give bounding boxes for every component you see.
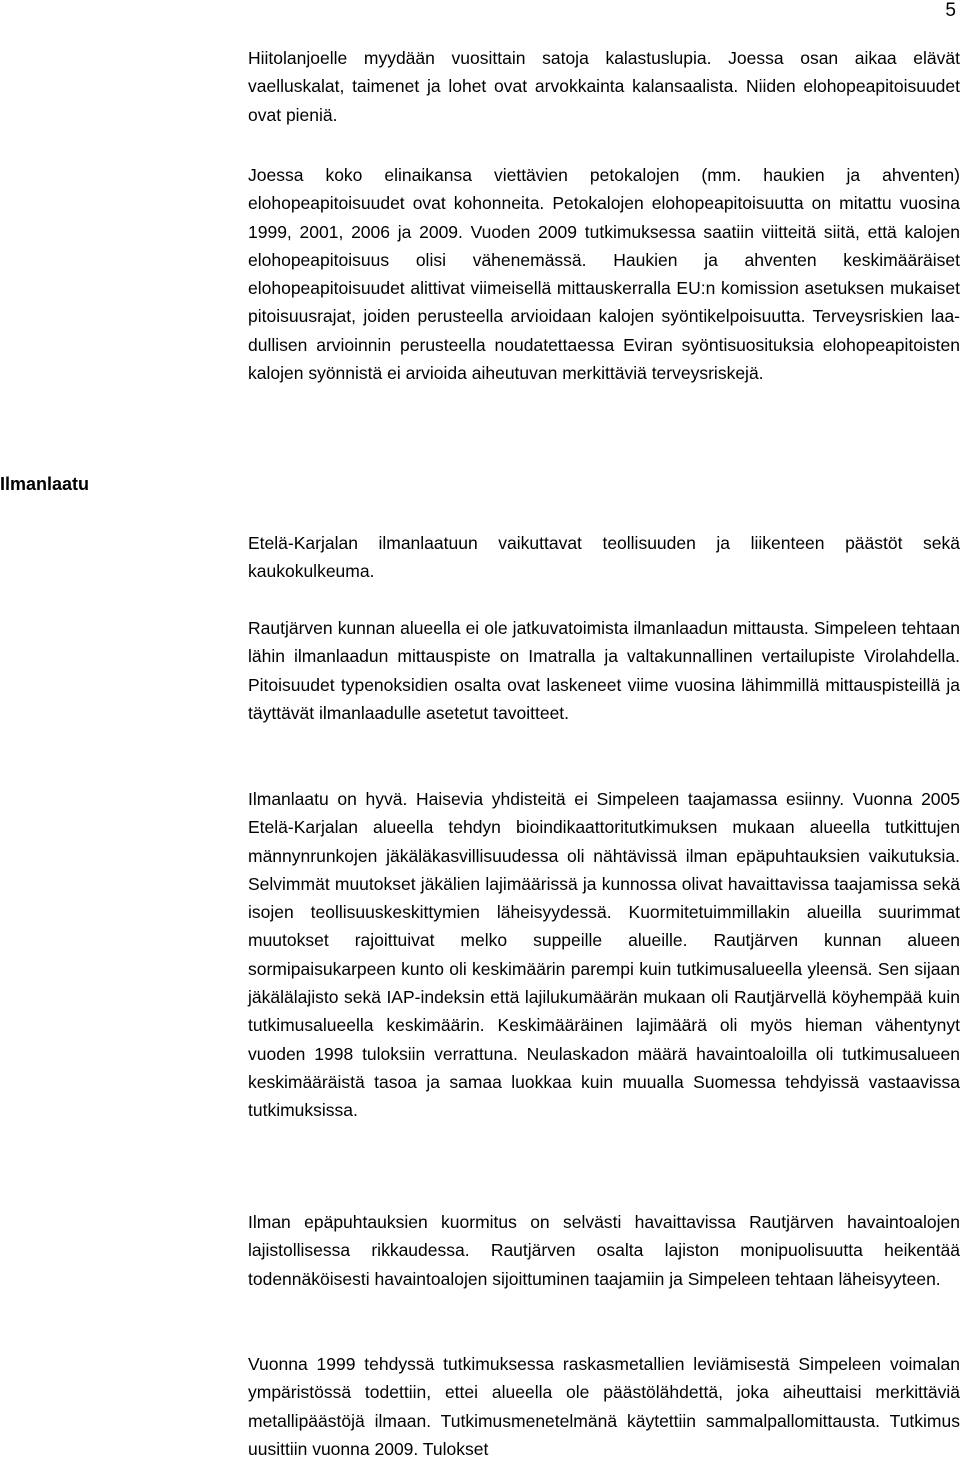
paragraph-measurement-points: Rautjärven kunnan alueella ei ole jatkuvatoimista ilmanlaadun mittausta. Simpeleen tehtaan lähin ilmanlaadun mittauspiste on Imatralla ja valtakunnallinen vertailupiste Virolahdella. Pitoisuudet typenoksidien osalta ovat laskeneet viime vuosina lähimmillä mittauspisteillä ja täyttävät ilmanlaadulle asetetut tavoitteet. [248,618,960,723]
paragraph-air-quality-intro: Etelä-Karjalan ilmanlaatuun vaikuttavat teollisuuden ja liikenteen päästöt sekä kaukokulkeuma. [248,533,960,582]
paragraph-bioindicator-study: Ilmanlaatu on hyvä. Haisevia yhdisteitä ei Simpeleen taajamassa esiinny. Vuonna 2005 Etelä-Karjalan alueella tehdyn bioindikaattoritutkimuksen mukaan alueella tutkittujen männynrunkojen jäkäläkasvillisuudessa oli nähtävissä ilman epäpuhtauksien vaikutuksia. Selvimmät muutokset jäkälien lajimäärissä ja kunnossa olivat havaittavissa taajamissa sekä isojen teollisuuskeskittymien läheisyydessä. Kuormitetuimmillakin alueilla suurimmat muutokset rajoittuivat melko suppeille alueille. Rautjärven kunnan alueen sormipaisukarpeen kunto oli keskimäärin parempi kuin tutkimusalueella yleensä. Sen sijaan jäkälälajisto sekä IAP-indeksin että lajilukumäärän mukaan oli Rautjärvellä köyhempää kuin tutkimusalueella keskimäärin. Keskimääräinen lajimäärä oli myös hieman vähentynyt vuoden 1998 tuloksiin verrattuna. Neulaskadon määrä havaintoaloilla oli tutkimusalueen keskimääräistä tasoa ja samaa luokkaa kuin muualla Suomessa tehdyissä vastaavissa tutkimuksissa. [248,789,960,1121]
paragraph-heavy-metals-study: Vuonna 1999 tehdyssä tutkimuksessa raskasmetallien leviämisestä Simpeleen voimalan ympäristössä todettiin, ettei alueella ole päästölähdettä, joka aiheuttaisi merkittäviä metallipäästöjä ilmaan. Tutkimusmenetelmänä käytettiin sammalpallomittausta. Tutkimus uusittiin vuonna 2009. Tulokset [248,1354,960,1459]
section-heading-ilmanlaatu: Ilmanlaatu [0,474,90,494]
page-number: 5 [945,0,956,21]
paragraph-pollution-load: Ilman epäpuhtauksien kuormitus on selvästi havaittavissa Rautjärven havaintoalojen lajistollisessa rikkaudessa. Rautjärven osalta lajiston monipuolisuutta heikentää todennäköisesti havaintoalojen sijoittuminen taajamiin ja Simpeleen tehtaan läheisyyteen. [248,1212,960,1289]
paragraph-mercury-levels: Joessa koko elinaikansa viettävien petokalojen (mm. haukien ja ahventen) elohopeapitoisuudet ovat kohonneita. Petokalojen elohopeapitoisuutta on mitattu vuosina 1999, 2001, 2006 ja 2009. Vuoden 2009 tutkimuksessa saatiin viitteitä siitä, että kalojen elohopeapitoisuus olisi vähenemässä. Haukien ja ahventen keskimääräiset elohopeapitoisuudet alittivat viimeisellä mittauskerralla EU:n komission asetuksen mukaiset pitoisuusrajat, joiden perusteella arvioidaan kalojen syöntikelpoisuutta. Terveysriskien laadullisen arvioinnin perusteella noudatettaessa Eviran syöntisuosituksia elohopeapitoisten kalojen syönnistä ei arvioida aiheutuvan merkittäviä terveysriskejä. [248,165,960,384]
paragraph-fishing-permits: Hiitolanjoelle myydään vuosittain satoja kalastuslupia. Joessa osan aikaa elävät vaelluskalat, taimenet ja lohet ovat arvokkainta kalansaalista. Niiden elohopeapitoisuudet ovat pieniä. [248,48,960,125]
